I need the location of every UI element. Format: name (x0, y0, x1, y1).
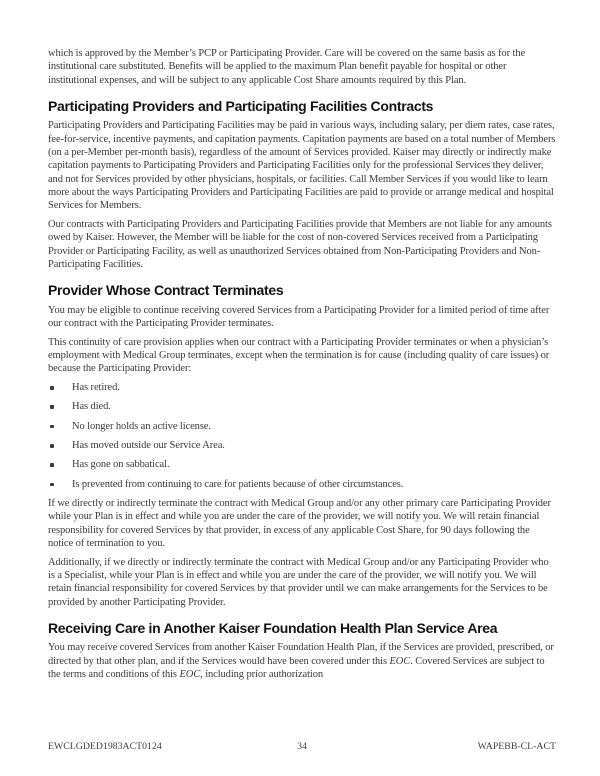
footer-doc-code: WAPEBB-CL-ACT (477, 741, 556, 752)
list-item-text: Has gone on sabbatical. (72, 459, 170, 471)
list-item (48, 381, 556, 394)
eoc-italic-abbreviation: EOC (179, 668, 201, 680)
paragraph-payment-methods: Participating Providers and Participating Facilities may be paid in various ways, including salary, per diem rates, case rates, fee-for-service, incentive payments, and capitation payments. Capitation payments are based on a total number of Members (on a per-Member per-month basis), regardless of the amount of Services provided. Kaiser may directly or indirectly make capitation payments to Participating Providers and Participating Facilities only for the professional Services they deliver, and not for Services provided by other physicians, hospitals, or facilities. Call Member Services if you would like to learn more about the ways Participating Providers and Participating Facilities are paid to provide or arrange medical and hospital Services for Members. (48, 120, 556, 212)
list-item (48, 400, 556, 413)
bullet-icon (50, 463, 54, 467)
page-footer (48, 741, 556, 755)
list-item-text: Has died. (72, 401, 111, 413)
list-item-text: Is prevented from continuing to care for patients because of other circumstances. (72, 478, 404, 490)
eoc-italic-abbreviation: EOC (389, 655, 411, 667)
paragraph-specialist-termination: Additionally, if we directly or indirectly terminate the contract with Medical Group and/or any Participating Provider who is a Specialist, while your Plan is in effect and while you are under the care of the provider, we will notify you. We will retain financial responsibility for covered Services by that provider until we can make arrangements for the Services to be provided by another Participating Provider. (48, 556, 549, 608)
page-content (48, 47, 556, 687)
list-item-text: Has retired. (72, 382, 120, 394)
footer-doc-id: EWCLGDED1983ACT0124 (48, 741, 162, 752)
footer-page-number: 34 (297, 741, 307, 752)
paragraph-continuity-eligibility: You may be eligible to continue receiving covered Services from a Participating Provider for a limited period of time after our contract with the Participating Provider terminates. (48, 304, 550, 329)
section-heading-participating-contracts: Participating Providers and Participating Facilities Contracts (48, 97, 434, 114)
paragraph-text-segment: You may receive covered Services from another Kaiser Foundation Health Plan, if the Services are provided, prescribed, or directed by that other plan, and if the Services would have been covered under this (48, 642, 554, 667)
paragraph-text-segment: , including prior authorization (200, 668, 324, 680)
list-item (48, 439, 556, 452)
bullet-icon (50, 405, 54, 409)
bullet-icon (50, 483, 54, 487)
paragraph-continuity-conditions: This continuity of care provision applies when our contract with a Participating Provider terminates or when a physician’s employment with Medical Group terminates, except when the termination is for cause (including quality of care issues) or because the Participating Provider: (48, 336, 550, 375)
section-heading-receiving-care-other-service-area: Receiving Care in Another Kaiser Foundation Health Plan Service Area (48, 619, 498, 636)
intro-paragraph: which is approved by the Member’s PCP or Participating Provider. Care will be covered on the same basis as for the institutional care substituted. Benefits will be applied to the maximum Plan benefit payable for hospital or other institutional expenses, and will be subject to any applicable Cost Share amounts required by this Plan. (48, 48, 526, 86)
bullet-icon (50, 425, 54, 429)
bullet-icon (50, 444, 54, 448)
paragraph-text-segment: . Covered Services are subject to the terms and conditions of this (48, 655, 545, 680)
termination-reasons-list (48, 381, 556, 491)
list-item (48, 420, 556, 433)
list-item-text: No longer holds an active license. (72, 420, 211, 432)
bullet-icon (50, 386, 54, 390)
list-item (48, 478, 556, 491)
list-item (48, 458, 556, 471)
section-heading-provider-contract-terminates: Provider Whose Contract Terminates (48, 282, 284, 299)
paragraph-other-kfhp-coverage (48, 641, 556, 681)
paragraph-member-liability: Our contracts with Participating Providers and Participating Facilities provide that Members are not liable for any amounts owed by Kaiser. However, the Member will be liable for the cost of non-covered Services received from a Participating Provider or Participating Facility, as well as unauthorized Services obtained from Non-Participating Providers and Non-Participating Facilities. (48, 218, 552, 270)
paragraph-primary-care-termination: If we directly or indirectly terminate the contract with Medical Group and/or any other primary care Participating Provider while your Plan is in effect and while you are under the care of the provider, we will notify you. We will retain financial responsibility for covered Services by that provider, in excess of any applicable Cost Share, for 90 days following the notice of termination to you. (48, 497, 551, 549)
list-item-text: Has moved outside our Service Area. (72, 440, 225, 452)
